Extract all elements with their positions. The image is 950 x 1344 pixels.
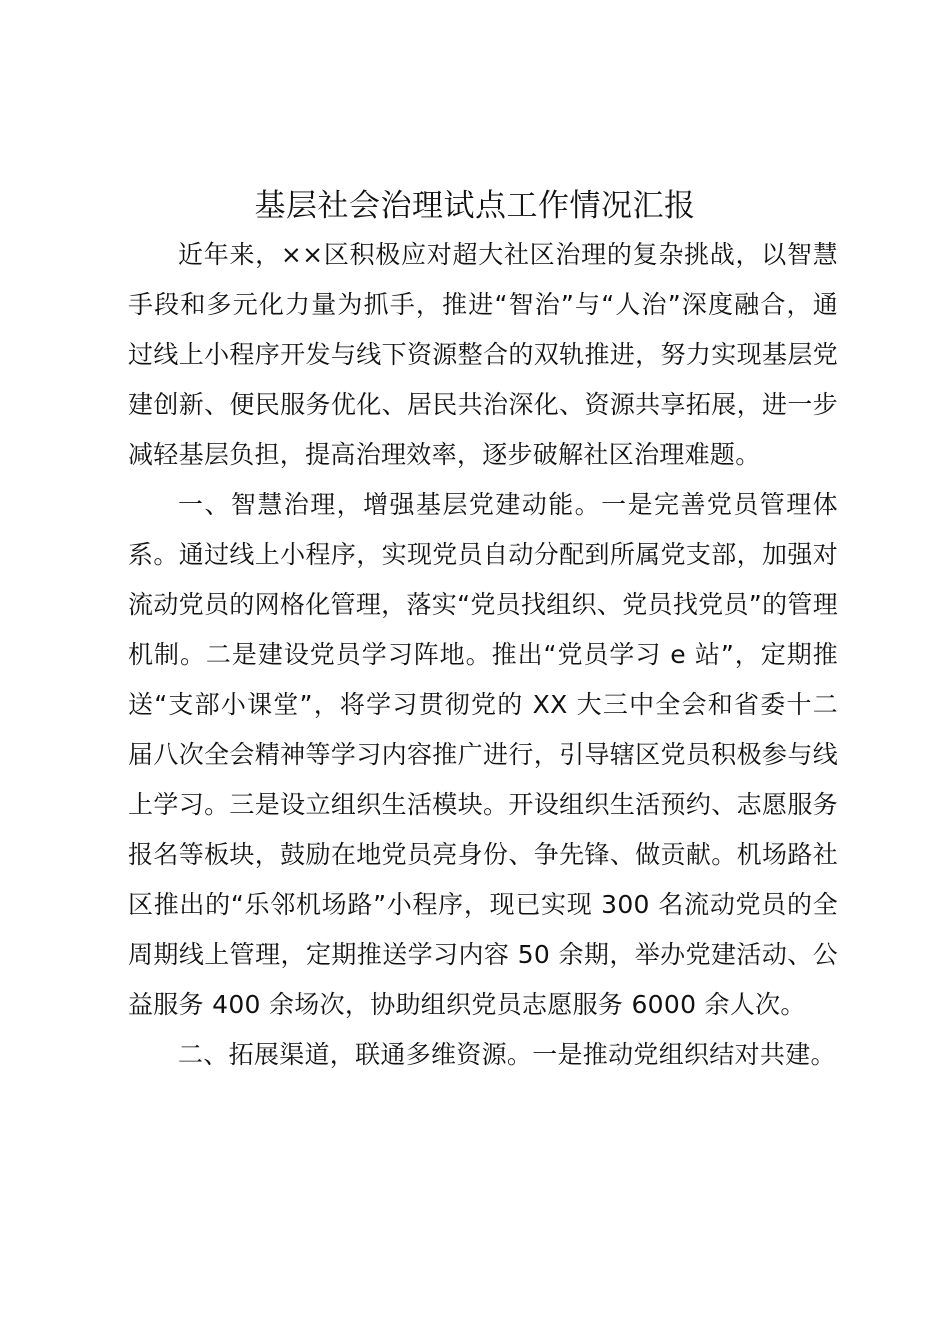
paragraph-section-two: 二、拓展渠道，联通多维资源。一是推动党组织结对共建。 — [178, 1040, 836, 1069]
paragraph-intro: 近年来，××区积极应对超大社区治理的复杂挑战，以智慧手段和多元化力量为抓手，推进“智治”与“人治”深度融合，通过线上小程序开发与线下资源整合的双轨推进，努力实现基层党建创新、便民服务优化、居民共治深化、资源共享拓展，进一步减轻基层负担，提高治理效率，逐步破解社区治理难题。 — [128, 240, 838, 469]
document-title: 基层社会治理试点工作情况汇报 — [254, 188, 696, 224]
paragraph-section-one: 一、智慧治理，增强基层党建动能。一是完善党员管理体系。通过线上小程序，实现党员自动分配到所属党支部，加强对流动党员的网格化管理，落实“党员找组织、党员找党员”的管理机制。二是建设党员学习阵地。推出“党员学习 e 站”，定期推送“支部小课堂”，将学习贯彻党的 XX 大三中全会和省委十二届八次全会精神等学习内容推广进行，引导辖区党员积极参与线上学习。三是设立组织生活模块。开设组织生活预约、志愿服务报名等板块，鼓励在地党员亮身份、争先锋、做贡献。机场路社区推出的“乐邻机场路”小程序，现已实现 300 名流动党员的全周期线上管理，定期推送学习内容 50 余期，举办党建活动、公益服务 400 余场次，协助组织党员志愿服务 6000 余人次。 — [128, 490, 838, 1019]
document-body — [128, 230, 838, 1080]
